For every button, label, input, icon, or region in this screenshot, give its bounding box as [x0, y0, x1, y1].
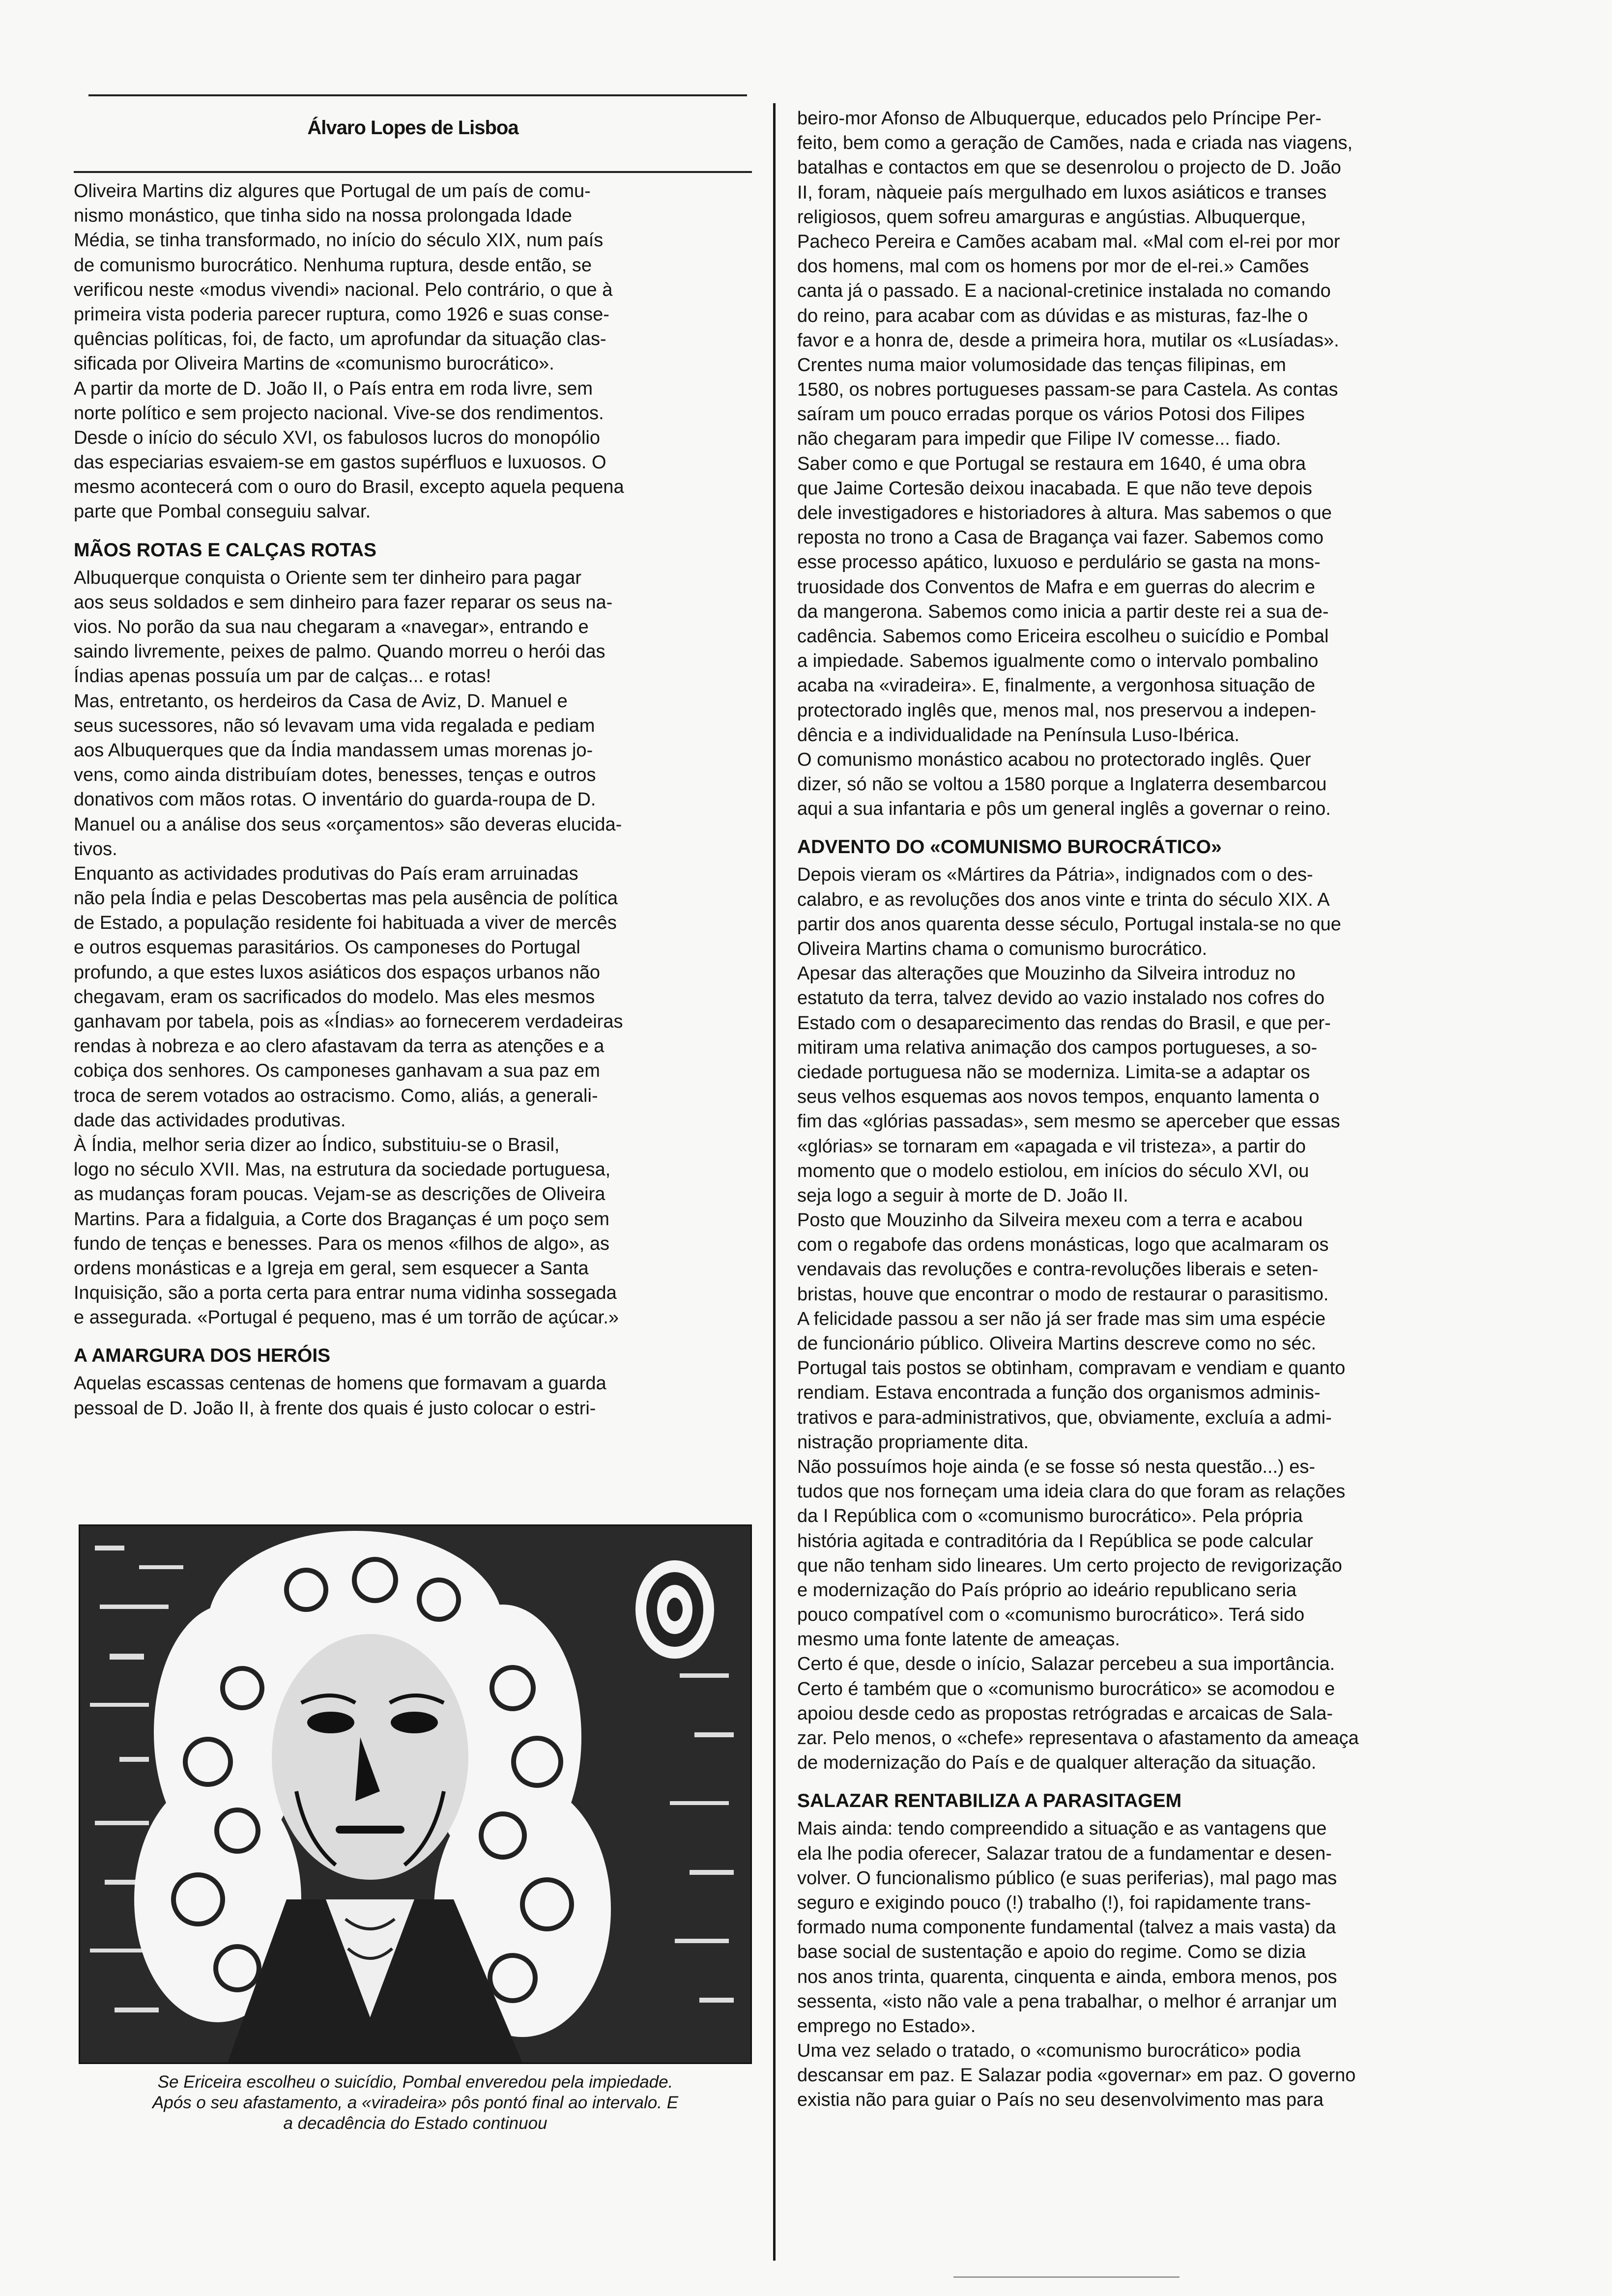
text-line: do reino, para acabar com as dúvidas e as misturas, faz-lhe o — [797, 305, 1308, 326]
text-line: ganhavam por tabela, pois as «Índias» ao fornecerem verdadeiras — [74, 1011, 623, 1032]
text-line: troca de serem votados ao ostracismo. Como, aliás, a generali- — [74, 1085, 598, 1106]
text-line: com o regabofe das ordens monásticas, logo que acalmaram os — [797, 1234, 1329, 1256]
text-line: Apesar das alterações que Mouzinho da Silveira introduz no — [797, 963, 1295, 984]
left-column — [74, 179, 752, 1421]
text-line: zar. Pelo menos, o «chefe» representava o afastamento da ameaça — [797, 1728, 1359, 1749]
text-line: Desde o início do século XVI, os fabulosos lucros do monopólio — [74, 427, 600, 448]
text-line: ciedade portuguesa não se moderniza. Limita-se a adaptar os — [797, 1062, 1310, 1083]
text-line: seja logo a seguir à morte de D. João II. — [797, 1185, 1128, 1206]
text-line: fim das «glórias passadas», sem mesmo se aperceber que essas — [797, 1111, 1340, 1132]
right-column — [797, 106, 1475, 2113]
text-line: fundo de tenças e benesses. Para os menos «filhos de algo», as — [74, 1233, 610, 1254]
text-line: Posto que Mouzinho da Silveira mexeu com a terra e acabou — [797, 1210, 1303, 1231]
text-line: não pela Índia e pelas Descobertas mas pela ausência de política — [74, 888, 618, 909]
text-line: Manuel ou a análise dos seus «orçamentos» são deveras elucida- — [74, 814, 622, 835]
text-line: rendiam. Estava encontrada a função dos organismos adminis- — [797, 1382, 1321, 1404]
text-line: da mangerona. Sabemos como inicia a partir deste rei a sua de- — [797, 601, 1329, 622]
caption-line: Se Ericeira escolheu o suicídio, Pombal enveredou pela impiedade. — [157, 2072, 673, 2092]
text-line: mitiram uma relativa animação dos campos portugueses, a so- — [797, 1037, 1318, 1058]
section-heading-salazar: SALAZAR RENTABILIZA A PARASITAGEM — [797, 1790, 1182, 1812]
text-line: vens, como ainda distribuíam dotes, benesses, tenças e outros — [74, 765, 596, 786]
section-heading-maos-rotas: MÃOS ROTAS E CALÇAS ROTAS — [74, 539, 377, 561]
caption-line: Após o seu afastamento, a «viradeira» pôs pontó final ao intervalo. E — [152, 2093, 679, 2112]
column-divider — [773, 103, 776, 2261]
text-line: parte que Pombal conseguiu salvar. — [74, 501, 371, 522]
text-line: seguro e exigindo pouco (!) trabalho (!), foi rapidamente trans- — [797, 1892, 1311, 1913]
section-body-maos-rotas — [74, 566, 752, 1330]
text-line: quências políticas, foi, de facto, um aprofundar da situação clas- — [74, 329, 606, 350]
text-line: A partir da morte de D. João II, o País entra em roda livre, sem — [74, 378, 593, 399]
top-rule — [88, 94, 747, 96]
text-line: saindo livremente, peixes de palmo. Quando morreu o herói das — [74, 641, 605, 662]
text-line: Certo é também que o «comunismo burocrático» se acomodou e — [797, 1678, 1335, 1699]
text-line: base social de sustentação e apoio do regime. Como se dizia — [797, 1942, 1306, 1963]
text-line: Oliveira Martins chama o comunismo burocrático. — [797, 939, 1208, 959]
section-body-salazar — [797, 1816, 1475, 2112]
text-line: pouco compatível com o «comunismo burocrático». Terá sido — [797, 1605, 1305, 1626]
text-line: Albuquerque conquista o Oriente sem ter dinheiro para pagar — [74, 567, 581, 588]
text-line: partir dos anos quarenta desse século, Portugal instala-se no que — [797, 914, 1341, 935]
caption-line: a decadência do Estado continuou — [283, 2114, 547, 2133]
text-line: ela lhe podia oferecer, Salazar tratou de a fundamentar e desen- — [797, 1843, 1332, 1864]
text-line: tivos. — [74, 838, 117, 860]
portrait-photo — [79, 1524, 752, 2064]
text-line: descansar em paz. E Salazar podia «governar» em paz. O governo — [797, 2065, 1356, 2086]
text-line: Não possuímos hoje ainda (e se fosse só nesta questão...) es- — [797, 1456, 1316, 1477]
text-line: trativos e para-administrativos, que, obviamente, excluía a admi- — [797, 1407, 1332, 1428]
text-line: Inquisição, são a porta certa para entrar numa vidinha sossegada — [74, 1283, 617, 1304]
text-line: Oliveira Martins diz algures que Portugal de um país de comu- — [74, 181, 591, 201]
text-line: acaba na «viradeira». E, finalmente, a vergonhosa situação de — [797, 675, 1316, 696]
text-line: donativos com mãos rotas. O inventário do guarda-roupa de D. — [74, 789, 596, 810]
text-line: momento que o modelo estiolou, em inícios do século XVI, ou — [797, 1160, 1309, 1181]
text-line: Crentes numa maior volumosidade das tenças filipinas, em — [797, 354, 1286, 375]
text-line: aos Albuquerques que da Índia mandassem umas morenas jo- — [74, 740, 593, 761]
text-line: nistração propriamente dita. — [797, 1432, 1029, 1453]
text-line: de comunismo burocrático. Nenhuma ruptura, desde então, se — [74, 255, 592, 276]
text-line: Martins. Para a fidalguia, a Corte dos Braganças é um poço sem — [74, 1208, 609, 1230]
text-line: sessenta, «isto não vale a pena trabalhar, o melhor é arranjar um — [797, 1991, 1337, 2012]
text-line: Certo é que, desde o início, Salazar percebeu a sua importância. — [797, 1654, 1335, 1675]
text-line: vendavais das revoluções e contra-revoluções liberais e seten- — [797, 1259, 1319, 1280]
text-line: aos seus soldados e sem dinheiro para fazer reparar os seus na- — [74, 592, 613, 613]
text-line: vios. No porão da sua nau chegaram a «navegar», entrando e — [74, 617, 589, 637]
text-line: feito, bem como a geração de Camões, nada e criada nas viagens, — [797, 133, 1353, 154]
text-line: profundo, a que estes luxos asiáticos dos espaços urbanos não — [74, 962, 601, 983]
text-line: aqui a sua infantaria e pôs um general inglês a governar o reino. — [797, 799, 1331, 820]
text-line: reposta no trono a Casa de Bragança vai fazer. Sabemos como — [797, 527, 1324, 548]
text-line: II, foram, nàqueie país mergulhado em luxos asiáticos e transes — [797, 182, 1327, 203]
text-line: primeira vista poderia parecer ruptura, como 1926 e suas conse- — [74, 304, 609, 325]
section-body-advento — [797, 862, 1475, 1775]
text-line: À Índia, melhor seria dizer ao Índico, substituiu-se o Brasil, — [74, 1134, 560, 1155]
text-line: favor e a honra de, desde a primeira hora, mutilar os «Lusíadas». — [797, 330, 1339, 351]
emblem — [635, 1560, 714, 1659]
text-line: Saber como e que Portugal se restaura em 1640, é uma obra — [797, 453, 1306, 474]
text-line: bristas, houve que encontrar o modo de restaurar o parasitismo. — [797, 1284, 1329, 1305]
text-line: e outros esquemas parasitários. Os camponeses do Portugal — [74, 937, 580, 958]
text-line: seus sucessores, não só levavam uma vida regalada e pediam — [74, 715, 595, 736]
text-line: sificada por Oliveira Martins de «comunismo burocrático». — [74, 353, 554, 374]
text-line: existia não para guiar o País no seu desenvolvimento mas para — [797, 2090, 1324, 2111]
author-byline: Álvaro Lopes de Lisboa — [307, 117, 518, 139]
intro-paragraph — [74, 179, 752, 524]
text-line: emprego no Estado». — [797, 2015, 976, 2037]
text-line: A felicidade passou a ser não já ser frade mas sim uma espécie — [797, 1308, 1326, 1329]
text-line: Aquelas escassas centenas de homens que formavam a guarda — [74, 1373, 606, 1394]
text-line: batalhas e contactos em que se desenrolou o projecto de D. João — [797, 157, 1341, 178]
text-line: mesmo acontecerá com o ouro do Brasil, excepto aquela pequena — [74, 477, 624, 498]
text-line: estatuto da terra, talvez devido ao vazio instalado nos cofres do — [797, 988, 1325, 1009]
text-line: Portugal tais postos se obtinham, compravam e vendiam e quanto — [797, 1358, 1346, 1379]
text-line: apoiou desde cedo as propostas retrógradas e arcaicas de Sala- — [797, 1703, 1333, 1724]
text-line: e assegurada. «Portugal é pequeno, mas é um torrão de açúcar.» — [74, 1307, 619, 1328]
text-line: seus velhos esquemas aos novos tempos, enquanto lamenta o — [797, 1087, 1320, 1108]
text-line: verificou neste «modus vivendi» nacional. Pelo contrário, o que à — [74, 279, 613, 300]
text-line: de Estado, a população residente foi habituada a viver de mercês — [74, 913, 617, 934]
text-line: religiosos, quem sofreu amarguras e angústias. Albuquerque, — [797, 206, 1306, 228]
text-line: Depois vieram os «Mártires da Pátria», indignados com o des- — [797, 864, 1313, 886]
text-line: nismo monástico, que tinha sido na nossa prolongada Idade — [74, 205, 573, 227]
text-line: história agitada e contraditória da I República se pode calcular — [797, 1530, 1313, 1551]
opening-paragraph — [797, 106, 1475, 821]
text-line: «glórias» se tornaram em «apagada e vil tristeza», a partir do — [797, 1136, 1306, 1157]
text-line: a impiedade. Sabemos igualmente como o intervalo pombalino — [797, 651, 1319, 672]
text-line: mesmo uma fonte latente de ameaças. — [797, 1629, 1120, 1650]
text-line: da I República com o «comunismo burocrático». Pela própria — [797, 1506, 1303, 1527]
text-line: volver. O funcionalismo público (e suas periferias), mal pago mas — [797, 1867, 1337, 1889]
section-body-amargura — [74, 1371, 752, 1420]
text-line: Mais ainda: tendo compreendido a situação e as vantagens que — [797, 1818, 1327, 1839]
section-heading-amargura: A AMARGURA DOS HERÓIS — [74, 1345, 331, 1367]
text-line: pessoal de D. João II, à frente dos quais é justo colocar o estri- — [74, 1398, 596, 1419]
text-line: calabro, e as revoluções dos anos vinte e trinta do século XIX. A — [797, 889, 1330, 910]
text-line: dos homens, mal com os homens por mor de el-rei.» Camões — [797, 256, 1309, 277]
text-line: de funcionário público. Oliveira Martins descreve como no séc. — [797, 1333, 1317, 1354]
text-line: Média, se tinha transformado, no início do século XIX, num país — [74, 230, 604, 251]
text-line: de modernização do País e de qualquer alteração da situação. — [797, 1752, 1317, 1774]
text-line: tudos que nos forneçam uma ideia clara do que foram as relações — [797, 1481, 1346, 1502]
text-line: protectorado inglês que, menos mal, nos preservou a indepen- — [797, 700, 1317, 721]
text-line: dele investigadores e historiadores à altura. Mas sabemos o que — [797, 503, 1332, 523]
text-line: norte político e sem projecto nacional. Vive-se dos rendimentos. — [74, 402, 604, 424]
text-line: Estado com o desaparecimento das rendas do Brasil, e que per- — [797, 1012, 1331, 1033]
text-line: cadência. Sabemos como Ericeira escolheu o suicídio e Pombal — [797, 626, 1329, 647]
text-line: O comunismo monástico acabou no protectorado inglês. Quer — [797, 749, 1311, 770]
text-line: dizer, só não se voltou a 1580 porque a Inglaterra desembarcou — [797, 774, 1327, 795]
text-line: chegavam, eram os sacrificados do modelo. Mas eles mesmos — [74, 986, 595, 1007]
text-line: as mudanças foram poucas. Vejam-se as descrições de Oliveira — [74, 1184, 605, 1205]
byline-rule — [74, 171, 752, 173]
text-line: cobiça dos senhores. Os camponeses ganhavam a sua paz em — [74, 1061, 600, 1082]
text-line: rendas à nobreza e ao clero afastavam da terra as atenções e a — [74, 1036, 604, 1057]
bottom-rule — [953, 2276, 1180, 2278]
section-heading-advento: ADVENTO DO «COMUNISMO BUROCRÁTICO» — [797, 836, 1222, 858]
text-line: ordens monásticas e a Igreja em geral, sem esquecer a Santa — [74, 1258, 589, 1279]
text-line: e modernização do País próprio ao ideário republicano seria — [797, 1579, 1297, 1601]
text-line: canta já o passado. E a nacional-cretinice instalada no comando — [797, 281, 1331, 302]
text-line: dade das actividades produtivas. — [74, 1110, 346, 1131]
photo-caption — [74, 2072, 757, 2134]
text-line: Índias apenas possuía um par de calças... e rotas! — [74, 666, 491, 687]
text-line: das especiarias esvaiem-se em gastos supérfluos e luxuosos. O — [74, 452, 606, 473]
text-line: logo no século XVII. Mas, na estrutura da sociedade portuguesa, — [74, 1159, 611, 1180]
text-line: dência e a individualidade na Península Luso-Ibérica. — [797, 724, 1239, 746]
text-line: que não tenham sido lineares. Um certo projecto de revigorização — [797, 1555, 1342, 1576]
text-line: 1580, os nobres portugueses passam-se para Castela. As contas — [797, 379, 1338, 401]
text-line: que Jaime Cortesão deixou inacabada. E que não teve depois — [797, 478, 1312, 499]
text-line: Pacheco Pereira e Camões acabam mal. «Mal com el-rei por mor — [797, 231, 1340, 252]
text-line: beiro-mor Afonso de Albuquerque, educados pelo Príncipe Per- — [797, 108, 1322, 129]
portrait-illustration — [80, 1526, 750, 2063]
text-line: não chegaram para impedir que Filipe IV comesse... fiado. — [797, 429, 1281, 450]
text-line: Uma vez selado o tratado, o «comunismo burocrático» podia — [797, 2040, 1301, 2062]
text-line: truosidade dos Conventos de Mafra e em guerras do alecrim e — [797, 576, 1315, 598]
text-line: saíram um pouco erradas porque os vários Potosi dos Filipes — [797, 404, 1305, 425]
text-line: esse processo apático, luxuoso e perdulário se gasta na mons- — [797, 552, 1321, 573]
text-line: nos anos trinta, quarenta, cinquenta e ainda, embora menos, pos — [797, 1966, 1337, 1987]
text-line: formado numa componente fundamental (talvez a mais vasta) da — [797, 1917, 1336, 1938]
text-line: Enquanto as actividades produtivas do País eram arruinadas — [74, 863, 578, 884]
text-line: Mas, entretanto, os herdeiros da Casa de Aviz, D. Manuel e — [74, 690, 568, 712]
